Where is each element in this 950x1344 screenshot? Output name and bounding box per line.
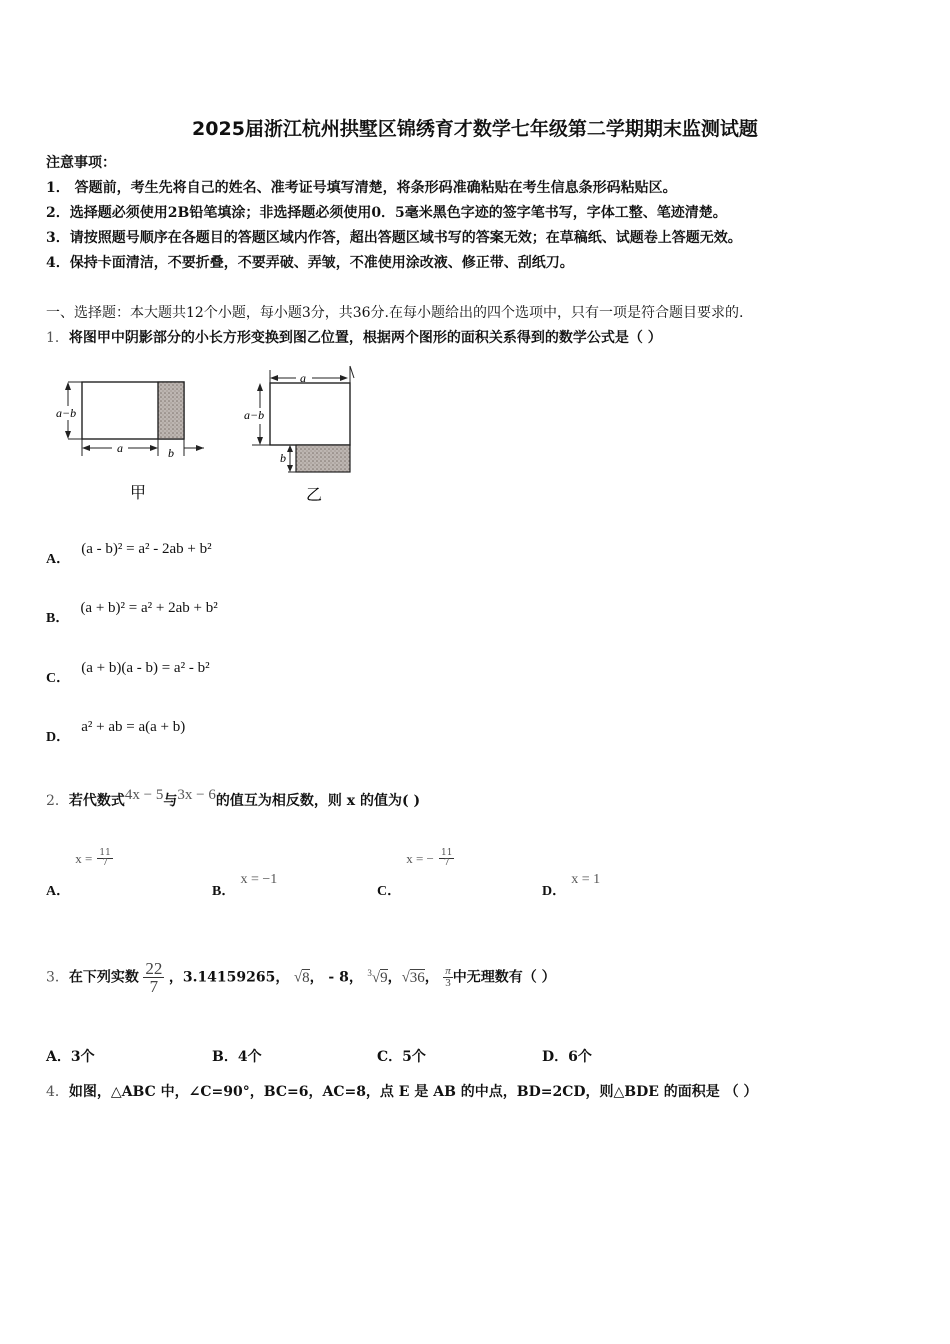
q1-figure xyxy=(40,360,380,510)
expr-4x-5: 4x − 5 xyxy=(124,787,164,803)
formula: a² + ab = a(a + b) xyxy=(81,719,186,735)
question-2: 2．若代数式4x − 5与3x − 6的值互为相反数，则 x 的值为( ) xyxy=(46,787,421,809)
formula: (a + b)² = a² + 2ab + b² xyxy=(80,600,218,616)
figure-jia xyxy=(56,382,204,502)
q3-option-d[interactable]: D．6个 xyxy=(542,1049,592,1065)
caption-jia: 甲 xyxy=(130,483,147,502)
cbrt-9: 9 xyxy=(380,969,388,986)
sqrt-8: 8 xyxy=(302,969,310,986)
q3-option-a[interactable]: A．3个 xyxy=(46,1049,95,1065)
expr-3x-6: 3x − 6 xyxy=(177,787,216,803)
q3-option-b[interactable]: B．4个 xyxy=(212,1049,262,1065)
q2-option-a[interactable]: A． x = $\frac{11}{7}$ xyxy=(46,848,111,899)
label-a-minus-b-yi: a−b xyxy=(244,408,265,422)
question-3: 3．在下列实数 $\frac{22}{7}$ ，3.14159265， √8， - 8， $^3$√9，√36， $\frac{\pi}{3}$ 中无理数有（ ） xyxy=(46,959,556,996)
q3-option-c[interactable]: C．5个 xyxy=(377,1049,426,1065)
q2-option-b[interactable]: B． x = −1 xyxy=(212,872,278,899)
formula: (a + b)(a - b) = a² - b² xyxy=(81,660,210,676)
notice-heading: 注意事项： xyxy=(46,155,116,171)
question-1 xyxy=(46,327,662,347)
formula: (a - b)² = a² - 2ab + b² xyxy=(81,541,212,557)
notice-item-3: 3．请按照题号顺序在各题目的答题区域内作答，超出答题区域书写的答案无效；在草稿纸、试题卷上答题无效。 xyxy=(46,230,742,246)
notice-item-2: 2．选择题必须使用2B铅笔填涂；非选择题必须使用0．5毫米黑色字迹的签字笔书写，字体工整、笔迹清楚。 xyxy=(46,205,727,221)
question-4: 4．如图，△ABC 中，∠C=90°，BC=6，AC=8，点 E 是 AB 的中点，BD=2CD，则△BDE 的面积是 （ ） xyxy=(46,1084,758,1100)
label-b: b xyxy=(168,446,174,460)
q1-option-a[interactable]: A． (a - b)² = a² - 2ab + b² xyxy=(46,541,212,567)
caption-yi: 乙 xyxy=(306,485,323,504)
label-a: a xyxy=(117,441,123,455)
q1-option-c[interactable]: C． (a + b)(a - b) = a² - b² xyxy=(46,660,210,686)
label-a-top: a xyxy=(300,371,306,385)
q1-option-b[interactable]: B． (a + b)² = a² + 2ab + b² xyxy=(46,600,218,626)
page-title: 2025届浙江杭州拱墅区锦绣育才数学七年级第二学期期末监测试题 xyxy=(192,118,758,140)
notice-item-4: 4．保持卡面清洁，不要折叠，不要弄破、弄皱，不准使用涂改液、修正带、刮纸刀。 xyxy=(46,255,574,271)
q2-option-d[interactable]: D． x = 1 xyxy=(542,872,601,899)
q1-option-d[interactable]: D． a² + ab = a(a + b) xyxy=(46,719,186,745)
section-heading: 一、选择题：本大题共12个小题，每小题3分，共36分.在每小题给出的四个选项中，只有一项是符合题目要求的. xyxy=(46,305,744,321)
label-b-yi: b xyxy=(280,451,286,465)
sqrt-36: 36 xyxy=(409,969,425,986)
q2-option-c[interactable]: C． x = − $\frac{11}{7}$ xyxy=(377,848,453,899)
figure-yi xyxy=(244,366,354,504)
question-number: 1． xyxy=(46,330,69,346)
label-a-minus-b: a−b xyxy=(56,406,77,420)
question-text: 将图甲中阴影部分的小长方形变换到图乙位置，根据两个图形的面积关系得到的数学公式是（ ） xyxy=(68,330,662,346)
notice-item-1: 1． 答题前，考生先将自己的姓名、准考证号填写清楚，将条形码准确粘贴在考生信息条形码粘贴区。 xyxy=(46,180,677,196)
